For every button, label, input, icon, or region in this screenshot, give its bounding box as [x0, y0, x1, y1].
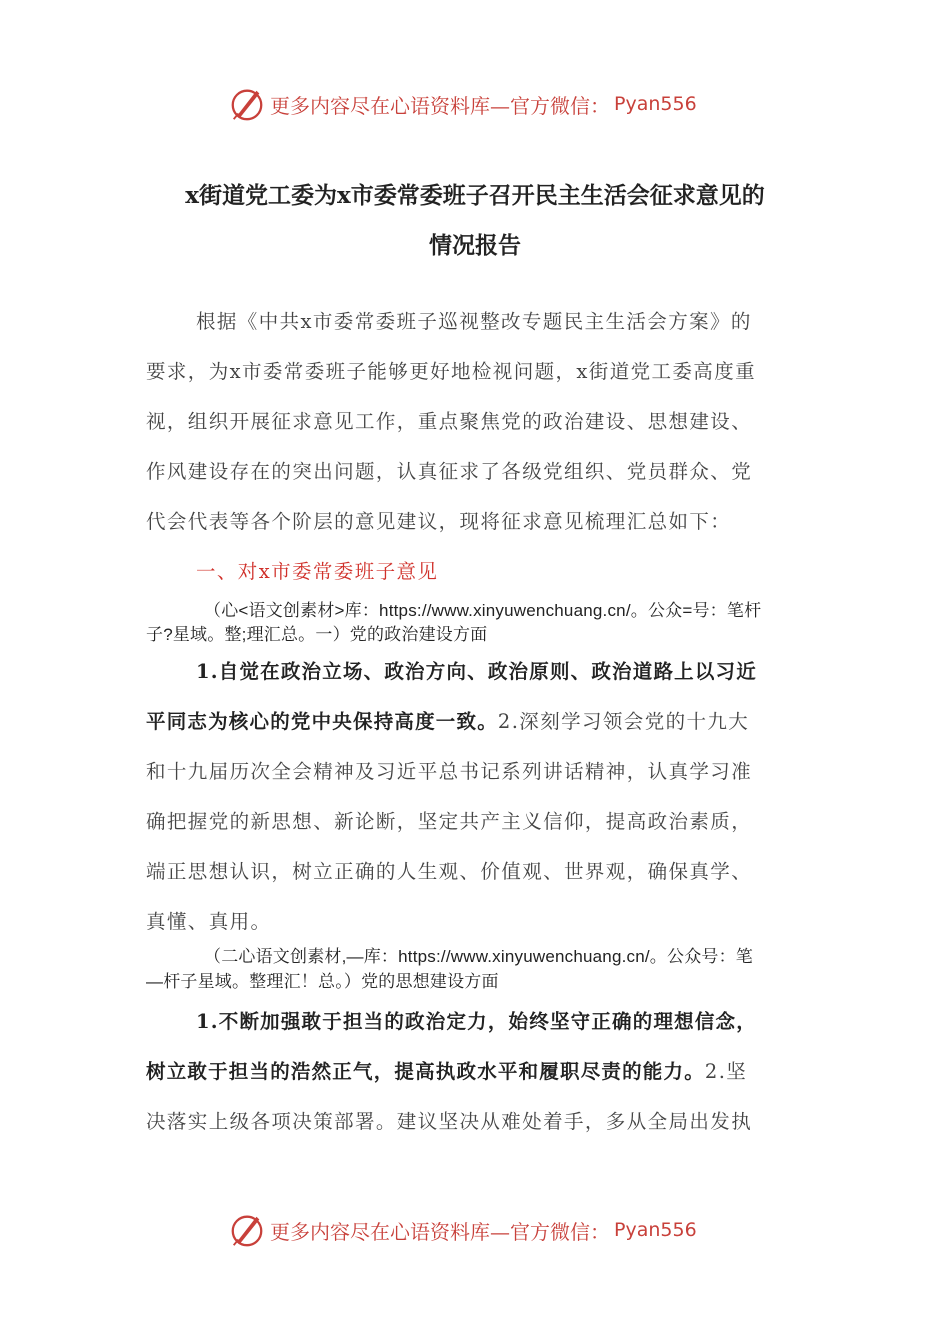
banner-text: 更多内容尽在心语资料库—官方微信： — [270, 1219, 610, 1244]
intro-line: 视，组织开展征求意见工作，重点聚焦党的政治建设、思想建设、 — [146, 410, 753, 433]
quill-pen-icon — [228, 85, 266, 123]
source-note-line: （二心语文创素材,—库：https://www.xinyuwenchuang.cn/。公众号：笔 — [204, 947, 754, 966]
source-note-line: —杆子星域。整理汇！总。）党的思想建设方面 — [146, 972, 499, 991]
intro-line: 代会代表等各个阶层的意见建议，现将征求意见梳理汇总如下： — [146, 510, 732, 533]
watermark-banner-bottom — [228, 1210, 748, 1250]
document-title-line-1: x街道党工委为x市委常委班子召开民主生活会征求意见的 — [185, 182, 765, 209]
point-line: 真懂、真用。 — [146, 910, 272, 933]
intro-line: 要求，为x市委常委班子能够更好地检视问题，x街道党工委高度重 — [146, 360, 756, 383]
point-bold-line: 1.不断加强敢于担当的政治定力，始终坚守正确的理想信念， — [196, 1010, 757, 1033]
source-note-line: 子?星域。整;理汇总。一）党的政治建设方面 — [146, 625, 488, 644]
point-text: 2.坚 — [704, 1060, 748, 1083]
intro-line: 作风建设存在的突出问题，认真征求了各级党组织、党员群众、党 — [146, 460, 753, 483]
document-title-line-2: 情况报告 — [429, 232, 521, 259]
point-line: 确把握党的新思想、新论断，坚定共产主义信仰，提高政治素质， — [146, 810, 753, 833]
intro-line: 根据《中共x市委常委班子巡视整改专题民主生活会方案》的 — [196, 310, 752, 333]
point-line: 和十九届历次全会精神及习近平总书记系列讲话精神，认真学习准 — [146, 760, 753, 783]
point-bold-line: 1.自觉在政治立场、政治方向、政治原则、政治道路上以习近 — [196, 660, 757, 683]
source-note-line: （心<语文创素材>库：https://www.xinyuwenchuang.cn/。公众=号：笔杆 — [204, 601, 762, 620]
point-line: 端正思想认识，树立正确的人生观、价值观、世界观，确保真学、 — [146, 860, 753, 883]
banner-wechat-id: Pyan556 — [614, 1219, 697, 1241]
section-heading: 一、对x市委常委班子意见 — [196, 560, 439, 583]
point-text: 2.深刻学习领会党的十九大 — [497, 710, 750, 733]
watermark-banner-top — [228, 84, 748, 124]
point-bold-text: 树立敢于担当的浩然正气，提高执政水平和履职尽责的能力。 — [146, 1060, 705, 1083]
banner-text: 更多内容尽在心语资料库—官方微信： — [270, 93, 610, 118]
quill-pen-icon — [228, 1211, 266, 1249]
point-line — [146, 1056, 747, 1084]
banner-wechat-id: Pyan556 — [614, 93, 697, 115]
point-bold-text: 平同志为核心的党中央保持高度一致。 — [146, 710, 498, 733]
point-line: 决落实上级各项决策部署。建议坚决从难处着手，多从全局出发执 — [146, 1110, 753, 1133]
point-line — [146, 706, 749, 734]
